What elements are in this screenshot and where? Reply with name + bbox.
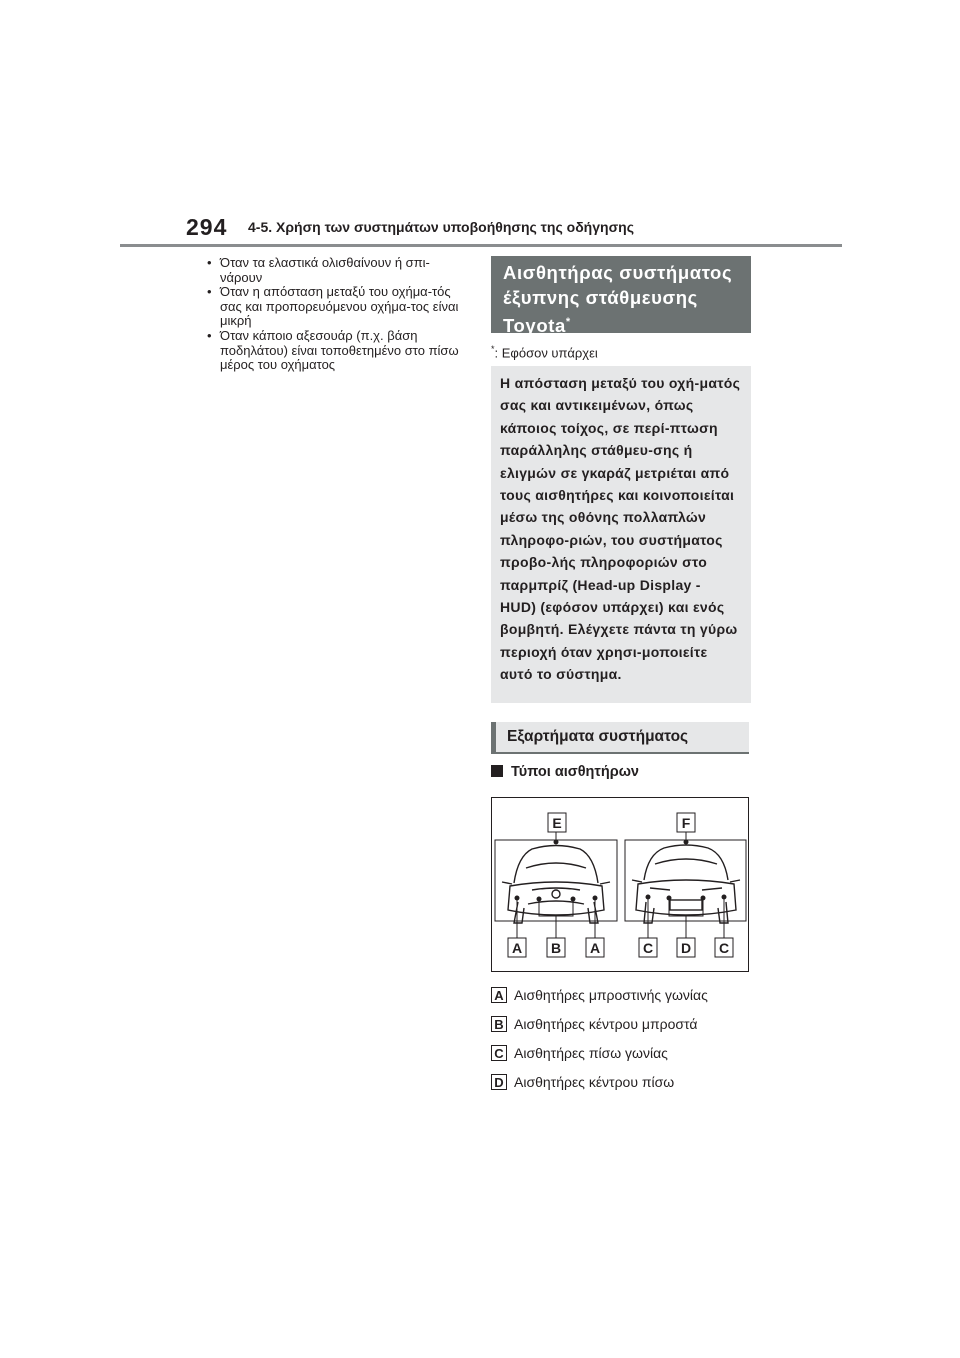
front-view-frame xyxy=(495,840,617,921)
title-line: έξυπνης στάθμευσης xyxy=(503,287,698,308)
sensor-legend xyxy=(491,980,708,1096)
label-a-right: A xyxy=(589,940,601,956)
legend-key: B xyxy=(491,1016,507,1032)
label-d: D xyxy=(680,940,692,956)
page-number: 294 xyxy=(186,214,228,240)
asterisk: * xyxy=(565,316,571,328)
availability-note: *: Εφόσον υπάρχει xyxy=(491,344,598,361)
system-description: Η απόσταση μεταξύ του οχή-ματός σας και αντικειμένων, όπως κάποιος τοίχος, σε περί-πτωση παράλληλης στάθμευ-σης ή ελιγμών σε γκαράζ μετριέται από τους αισθητήρες και κοινοποιείται μέσω της οθόνης πολλαπλών πληροφο-ριών, του συστήματος προβο-λής πληροφοριών στο παρμπρίζ (Head-up Display - HUD) (εφόσον υπάρχει) και ενός βομβητή. Ελέγχετε πάντα τη γύρω περιοχή όταν χρησι-μοποιείτε αυτό το σύστημα. xyxy=(491,366,751,703)
section-title: 4-5. Χρήση των συστημάτων υποβοήθησης της οδήγησης xyxy=(248,219,634,235)
condition-list xyxy=(204,256,470,373)
page-header xyxy=(186,214,840,248)
title-line: Toyota* xyxy=(503,315,571,337)
components-heading: Εξαρτήματα συστήματος xyxy=(491,722,749,754)
label-f: F xyxy=(681,815,691,831)
front-car-icon xyxy=(502,846,610,924)
list-item: • Όταν τα ελαστικά ολισθαίνουν ή σπι-νάρουν xyxy=(204,256,470,285)
title-line: Αισθητήρας συστήματος xyxy=(503,262,733,283)
header-rule xyxy=(120,244,842,247)
label-a-left: A xyxy=(511,940,523,956)
list-item: • Όταν κάποιο αξεσουάρ (π.χ. βάση ποδηλάτου) είναι τοποθετημένο στο πίσω μέρος του οχήματος xyxy=(204,329,470,373)
legend-key: A xyxy=(491,987,507,1003)
legend-item: A Αισθητήρες μπροστινής γωνίας xyxy=(491,980,708,1009)
legend-item: C Αισθητήρες πίσω γωνίας xyxy=(491,1038,708,1067)
legend-key: D xyxy=(491,1074,507,1090)
label-c-left: C xyxy=(642,940,654,956)
list-item: • Όταν η απόσταση μεταξύ του οχήμα-τός σας και προπορευόμενου οχήμα-τος είναι μικρή xyxy=(204,285,470,329)
asterisk: * xyxy=(491,344,495,354)
sensor-types-heading: Τύποι αισθητήρων xyxy=(491,764,639,780)
square-bullet-icon xyxy=(491,765,503,777)
car-sensor-illustration xyxy=(492,798,750,973)
label-c-right: C xyxy=(718,940,730,956)
label-b: B xyxy=(550,940,562,956)
sensor-dots xyxy=(515,840,727,902)
sensor-diagram xyxy=(491,797,749,972)
label-e: E xyxy=(552,815,562,831)
legend-item: B Αισθητήρες κέντρου μπροστά xyxy=(491,1009,708,1038)
legend-item: D Αισθητήρες κέντρου πίσω xyxy=(491,1067,708,1096)
legend-key: C xyxy=(491,1045,507,1061)
system-title-box xyxy=(491,256,751,337)
